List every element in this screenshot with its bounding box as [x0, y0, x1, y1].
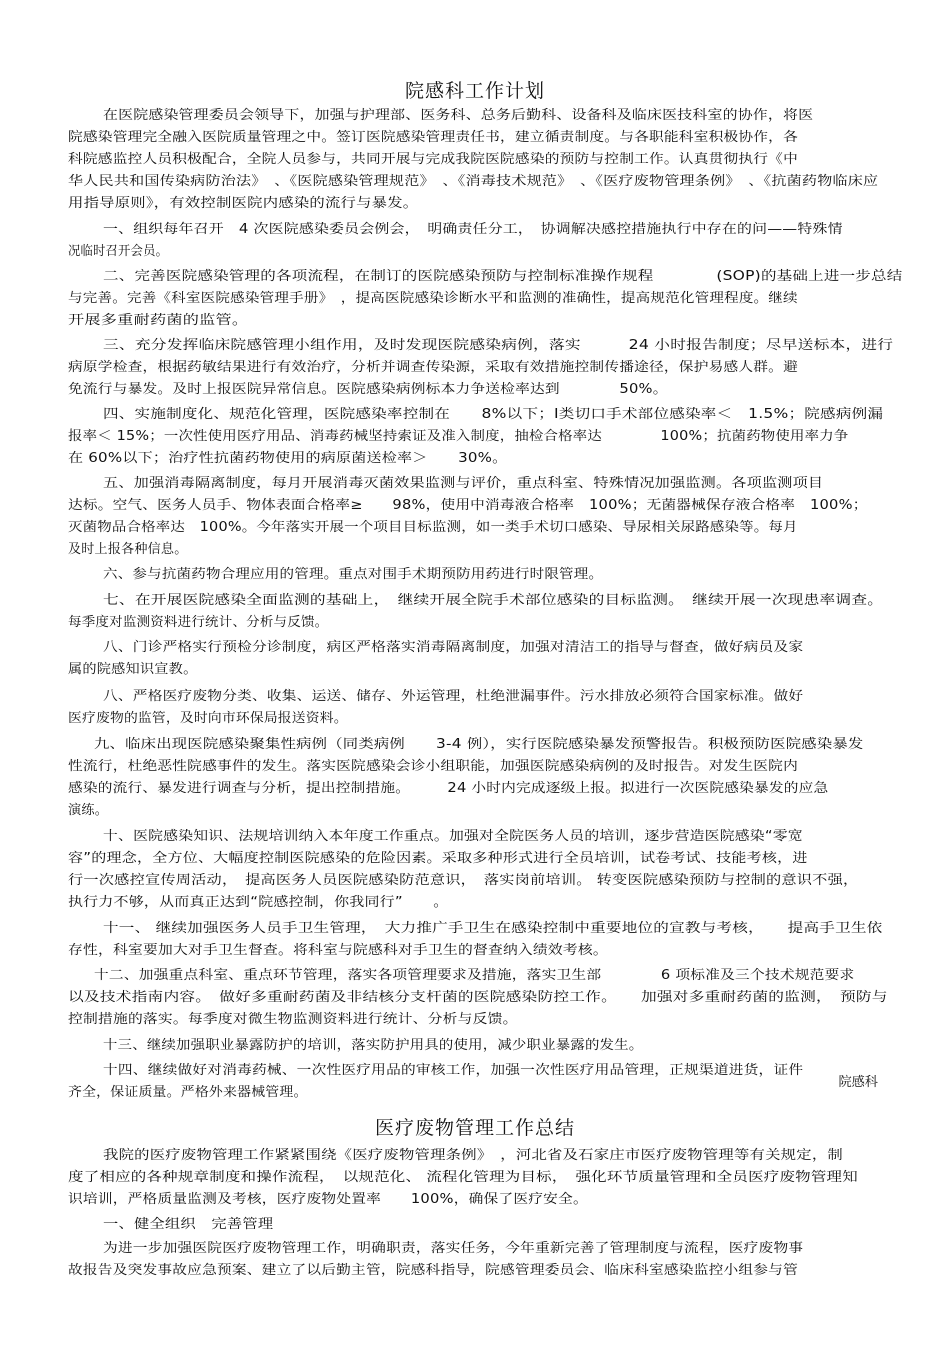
- doc1-line: 灭菌物品合格率达 100%。今年落实开展一个项目目标监测，如一类手术切口感染、导尿相关尿路感染等。每月: [68, 520, 798, 535]
- doc1-line: 四、实施制度化、规范化管理，医院感染率控制在 8%以下；Ⅰ类切口手术部位感染率＜ 1.5%；院感病例漏: [103, 407, 884, 422]
- second-document-title: 医疗废物管理工作总结: [374, 1117, 575, 1139]
- doc1-line: 医疗废物的监管，及时向市环保局报送资料。: [68, 711, 348, 726]
- doc1-line: 十、医院感染知识、法规培训纳入本年度工作重点。加强对全院医务人员的培训，逐步营造医院感染“零宽: [103, 829, 803, 844]
- doc1-line: 达标。空气、医务人员手、物体表面合格率≥ 98%，使用中消毒液合格率 100%；无菌器械保存液合格率 100%；: [68, 498, 868, 513]
- doc1-line: 科院感监控人员积极配合，全院人员参与，共同开展与完成我院医院感染的预防与控制工作。认真贯彻执行《中: [68, 152, 798, 167]
- doc1-line: 五、加强消毒隔离制度，每月开展消毒灭菌效果监测与评价，重点科室、特殊情况加强监测。各项监测项目: [103, 476, 824, 491]
- doc1-line: 控制措施的落实。每季度对微生物监测资料进行统计、分析与反馈。: [68, 1012, 518, 1027]
- doc1-line: 十三、继续加强职业暴露防护的培训，落实防护用具的使用，减少职业暴露的发生。: [103, 1038, 644, 1053]
- doc2-line: 识培训，严格质量监测及考核，医疗废物处置率 100%，确保了医疗安全。: [68, 1192, 588, 1207]
- doc1-line: 八、严格医疗废物分类、收集、运送、储存、外运管理，杜绝泄漏事件。污水排放必须符合国家标准。做好: [103, 689, 804, 704]
- doc1-line: 十二、加强重点科室、重点环节管理，落实各项管理要求及措施，落实卫生部 6 项标准及三个技术规范要求: [94, 968, 855, 983]
- doc2-line: 一、健全组织 完善管理: [103, 1217, 274, 1232]
- doc1-line: 及时上报各种信息。: [68, 542, 188, 557]
- doc1-line: 九、临床出现医院感染聚集性病例（同类病例 3-4 例），实行医院感染暴发预警报告。积极预防医院感染暴发: [94, 737, 864, 752]
- doc1-line: 一、组织每年召开 4 次医院感染委员会例会， 明确责任分工， 协调解决感控措施执行中存在的问——特殊情: [103, 222, 843, 237]
- doc1-line: 以及技术指南内容。 做好多重耐药菌及非结核分支杆菌的医院感染防控工作。 加强对多重耐药菌的监测， 预防与: [68, 990, 888, 1005]
- doc1-line: 十四、继续做好对消毒药械、一次性医疗用品的审核工作，加强一次性医疗用品管理，正规渠道进货，证件: [103, 1063, 804, 1078]
- doc1-line: 开展多重耐药菌的监管。: [68, 313, 249, 328]
- doc1-line: 属的院感知识宣教。: [68, 662, 198, 677]
- doc1-line: 院感染管理完全融入医院质量管理之中。签订医院感染管理责任书，建立循责制度。与各职能科室积极协作，各: [68, 130, 798, 145]
- doc1-line: 六、参与抗菌药物合理应用的管理。重点对围手术期预防用药进行时限管理。: [103, 567, 604, 582]
- doc1-line: 执行力不够，从而真正达到“院感控制，你我同行” 。: [68, 895, 449, 910]
- doc1-line: 三、充分发挥临床院感管理小组作用，及时发现医院感染病例，落实 24 小时报告制度；尽早送标本，进行: [103, 338, 894, 353]
- doc1-line: 感染的流行、暴发进行调查与分析，提出控制措施。 24 小时内完成逐级上报。拟进行一次医院感染暴发的应急: [68, 781, 829, 796]
- doc1-line: 免流行与暴发。及时上报医院异常信息。医院感染病例标本力争送检率达到 50%。: [68, 382, 668, 397]
- doc1-line: 行一次感控宣传周活动， 提高医务人员医院感染防范意识， 落实岗前培训。 转变医院感染预防与控制的意识不强，: [68, 873, 859, 888]
- signature: 院感科: [838, 1075, 878, 1090]
- doc1-line: 每季度对监测资料进行统计、分析与反馈。: [68, 615, 329, 630]
- doc1-line: 八、门诊严格实行预检分诊制度，病区严格落实消毒隔离制度，加强对清洁工的指导与督查，做好病员及家: [103, 640, 804, 655]
- doc1-line: 容”的理念，全方位、大幅度控制医院感染的危险因素。采取多种形式进行全员培训，试卷考试、技能考核，进: [68, 851, 808, 866]
- doc1-line: 在医院感染管理委员会领导下，加强与护理部、医务科、总务后勤科、设备科及临床医技科室的协作，将医: [103, 108, 814, 123]
- document-title: 院感科工作计划: [404, 80, 545, 102]
- doc2-line: 度了相应的各种规章制度和操作流程， 以规范化、 流程化管理为目标， 强化环节质量管理和全员医疗废物管理知: [68, 1170, 858, 1185]
- doc2-line: 故报告及突发事故应急预案、建立了以后勤主管，院感科指导，院感管理委员会、临床科室感染监控小组参与管: [68, 1263, 798, 1278]
- doc1-line: 况临时召开会员。: [68, 244, 169, 259]
- doc1-line: 报率＜ 15%；一次性使用医疗用品、消毒药械坚持索证及准入制度，抽检合格率达 100%；抗菌药物使用率力争: [68, 429, 849, 444]
- doc1-line: 性流行，杜绝恶性院感事件的发生。落实医院感染会诊小组职能，加强医院感染病例的及时报告。对发生医院内: [68, 759, 798, 774]
- doc1-line: 华人民共和国传染病防治法》 、《医院感染管理规范》 、《消毒技术规范》 、《医疗废物管理条例》 、《抗菌药物临床应: [68, 174, 879, 189]
- doc1-line: 在 60%以下；治疗性抗菌药物使用的病原菌送检率＞ 30%。: [68, 451, 508, 466]
- doc1-line: 齐全，保证质量。严格外来器械管理。: [68, 1085, 308, 1100]
- doc1-line: 病原学检查，根据药敏结果进行有效治疗，分析并调查传染源，采取有效措施控制传播途径，保护易感人群。避: [68, 360, 798, 375]
- doc1-line: 与完善。完善《科室医院感染管理手册》 ，提高医院感染诊断水平和监测的准确性，提高规范化管理程度。继续: [68, 291, 798, 306]
- doc1-line: 二、完善医院感染管理的各项流程，在制订的医院感染预防与控制标准操作规程 (SOP)的基础上进一步总结: [103, 269, 903, 284]
- doc2-line: 为进一步加强医院医疗废物管理工作，明确职责，落实任务，今年重新完善了管理制度与流程，医疗废物事: [103, 1241, 804, 1256]
- doc1-line: 用指导原则》，有效控制医院内感染的流行与暴发。: [68, 196, 419, 211]
- doc2-line: 我院的医疗废物管理工作紧紧围绕《医疗废物管理条例》 ，河北省及石家庄市医疗废物管理等有关规定，制: [103, 1148, 843, 1163]
- doc1-line: 七、在开展医院感染全面监测的基础上， 继续开展全院手术部位感染的目标监测。 继续开展一次现患率调查。: [103, 593, 884, 608]
- doc1-line: 演练。: [68, 803, 109, 818]
- doc1-line: 十一、 继续加强医务人员手卫生管理， 大力推广手卫生在感染控制中重要地位的宣教与考核， 提高手卫生依: [103, 921, 883, 936]
- doc1-line: 存性，科室要加大对手卫生督查。将科室与院感科对手卫生的督查纳入绩效考核。: [68, 943, 608, 958]
